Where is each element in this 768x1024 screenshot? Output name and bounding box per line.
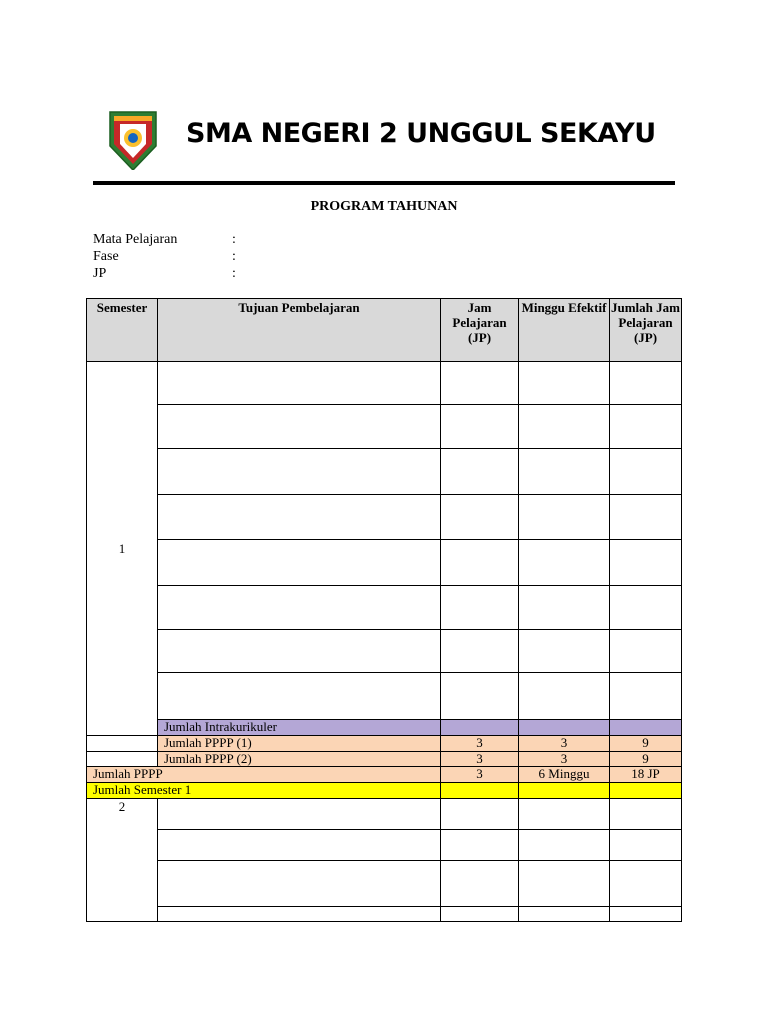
meta-label: JP [93, 266, 107, 281]
meta-row-fase [93, 248, 236, 265]
tujuan-cell[interactable] [158, 405, 441, 449]
school-crest-icon [106, 108, 160, 170]
table-row [87, 861, 682, 907]
pppp-total-minggu: 6 Minggu [519, 767, 610, 783]
jumlah-cell[interactable] [610, 586, 682, 630]
minggu-cell[interactable] [519, 449, 610, 495]
table-row [87, 907, 682, 922]
jam-cell[interactable] [441, 495, 519, 540]
semester1-total-label: Jumlah Semester 1 [87, 783, 441, 799]
tujuan-cell[interactable] [158, 449, 441, 495]
meta-row-mata-pelajaran [93, 231, 236, 248]
jam-cell[interactable] [441, 783, 519, 799]
jam-cell[interactable] [441, 405, 519, 449]
pppp2-jumlah: 9 [610, 752, 682, 767]
minggu-cell[interactable] [519, 405, 610, 449]
tujuan-cell[interactable] [158, 907, 441, 922]
jumlah-cell[interactable] [610, 861, 682, 907]
minggu-cell[interactable] [519, 362, 610, 405]
meta-row-jp [93, 265, 236, 282]
meta-value[interactable]: : [232, 232, 236, 247]
semester-2-cell: 2 [87, 799, 158, 922]
meta-value[interactable]: : [232, 266, 236, 281]
pppp2-minggu: 3 [519, 752, 610, 767]
jumlah-cell[interactable] [610, 449, 682, 495]
empty-semester-cell [87, 752, 158, 767]
jam-cell[interactable] [441, 449, 519, 495]
minggu-cell[interactable] [519, 720, 610, 736]
minggu-cell[interactable] [519, 673, 610, 720]
jam-cell[interactable] [441, 907, 519, 922]
pppp2-label: Jumlah PPPP (2) [158, 752, 441, 767]
jumlah-cell[interactable] [610, 783, 682, 799]
pppp1-minggu: 3 [519, 736, 610, 752]
semester1-total-row [87, 783, 682, 799]
program-table [86, 298, 682, 922]
pppp1-label: Jumlah PPPP (1) [158, 736, 441, 752]
meta-label: Mata Pelajaran [93, 232, 178, 247]
minggu-cell[interactable] [519, 799, 610, 830]
table-row [87, 830, 682, 861]
minggu-cell[interactable] [519, 783, 610, 799]
table-row [87, 630, 682, 673]
header-divider [93, 181, 675, 185]
tujuan-cell[interactable] [158, 861, 441, 907]
pppp1-jam: 3 [441, 736, 519, 752]
header-minggu-efektif: Minggu Efektif [519, 299, 610, 362]
table-row [87, 449, 682, 495]
table-row [87, 799, 682, 830]
tujuan-cell[interactable] [158, 830, 441, 861]
table-row [87, 540, 682, 586]
minggu-cell[interactable] [519, 586, 610, 630]
jam-cell[interactable] [441, 861, 519, 907]
header-tujuan: Tujuan Pembelajaran [158, 299, 441, 362]
table-row [87, 673, 682, 720]
jam-cell[interactable] [441, 586, 519, 630]
pppp-total-label: Jumlah PPPP [87, 767, 441, 783]
jam-cell[interactable] [441, 720, 519, 736]
jumlah-cell[interactable] [610, 799, 682, 830]
jumlah-cell[interactable] [610, 540, 682, 586]
tujuan-cell[interactable] [158, 362, 441, 405]
jumlah-cell[interactable] [610, 830, 682, 861]
table-row [87, 495, 682, 540]
tujuan-cell[interactable] [158, 799, 441, 830]
pppp1-jumlah: 9 [610, 736, 682, 752]
header-semester: Semester [87, 299, 158, 362]
minggu-cell[interactable] [519, 495, 610, 540]
semester-1-cell: 1 [87, 362, 158, 736]
jumlah-cell[interactable] [610, 673, 682, 720]
table-header-row [87, 299, 682, 362]
school-name: SMA NEGERI 2 UNGGUL SEKAYU [186, 118, 656, 149]
tujuan-cell[interactable] [158, 673, 441, 720]
pppp-total-jam: 3 [441, 767, 519, 783]
document-title: PROGRAM TAHUNAN [310, 199, 458, 214]
pppp-total-row [87, 767, 682, 783]
jumlah-cell[interactable] [610, 907, 682, 922]
header-jumlah-jam: Jumlah Jam Pelajaran (JP) [610, 299, 682, 362]
meta-value[interactable]: : [232, 249, 236, 264]
tujuan-cell[interactable] [158, 495, 441, 540]
table-row [87, 405, 682, 449]
jam-cell[interactable] [441, 673, 519, 720]
jumlah-cell[interactable] [610, 405, 682, 449]
minggu-cell[interactable] [519, 630, 610, 673]
empty-semester-cell [87, 736, 158, 752]
tujuan-cell[interactable] [158, 630, 441, 673]
pppp1-row [87, 736, 682, 752]
intrakurikuler-label: Jumlah Intrakurikuler [158, 720, 441, 736]
minggu-cell[interactable] [519, 907, 610, 922]
table-row [87, 586, 682, 630]
header-jam-pelajaran: Jam Pelajaran (JP) [441, 299, 519, 362]
pppp-total-jumlah: 18 JP [610, 767, 682, 783]
tujuan-cell[interactable] [158, 586, 441, 630]
meta-fields [93, 231, 236, 282]
jam-cell[interactable] [441, 540, 519, 586]
table-row [87, 362, 682, 405]
jumlah-cell[interactable] [610, 362, 682, 405]
jumlah-cell[interactable] [610, 720, 682, 736]
pppp2-jam: 3 [441, 752, 519, 767]
jam-cell[interactable] [441, 830, 519, 861]
jam-cell[interactable] [441, 799, 519, 830]
minggu-cell[interactable] [519, 540, 610, 586]
intrakurikuler-row [87, 720, 682, 736]
jumlah-cell[interactable] [610, 630, 682, 673]
pppp2-row [87, 752, 682, 767]
tujuan-cell[interactable] [158, 540, 441, 586]
minggu-cell[interactable] [519, 830, 610, 861]
jam-cell[interactable] [441, 362, 519, 405]
jumlah-cell[interactable] [610, 495, 682, 540]
minggu-cell[interactable] [519, 861, 610, 907]
meta-label: Fase [93, 249, 119, 264]
jam-cell[interactable] [441, 630, 519, 673]
